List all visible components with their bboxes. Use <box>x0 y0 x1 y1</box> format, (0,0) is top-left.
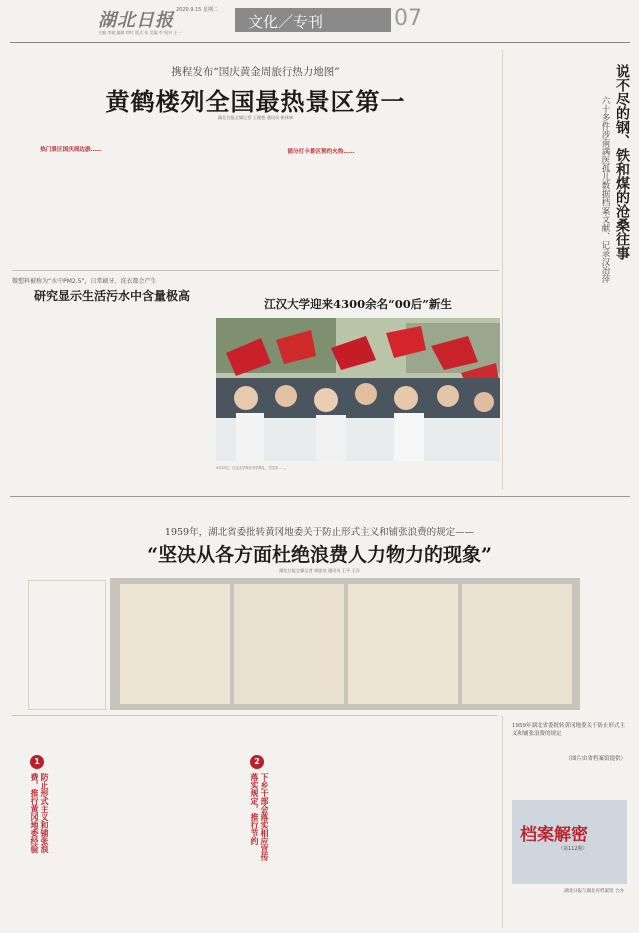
top-story-col2 <box>137 126 255 256</box>
section-mark-2 <box>250 755 272 865</box>
feature-col3 <box>278 728 378 928</box>
top-story-kicker: 携程发布“国庆黄金周旅行热力地图” <box>171 66 340 78</box>
right-column-text-a <box>506 56 588 486</box>
science-col2 <box>74 308 140 490</box>
masthead <box>0 0 639 40</box>
top-story <box>12 50 499 265</box>
photo-story <box>216 276 500 491</box>
feature-byline: 湖北日报全媒记者 周思亮 通讯员 王平 王洋 <box>279 568 360 573</box>
science-story <box>12 276 212 491</box>
feature-col4 <box>382 728 494 928</box>
document-page-2 <box>234 584 344 704</box>
editors-line: 主编 李斌 编辑 徐红 版式 张 美编 李 校对 王一 <box>98 30 182 35</box>
series-credit: 湖北日报与湖北省档案馆 合办 <box>564 889 624 894</box>
edition-date: 2020.9.15 星期二 <box>176 7 219 13</box>
document-caption: 1959年湖北省委批转黄冈地委关于防止形式主义和铺张浪费的规定 <box>512 723 625 737</box>
news-photo <box>216 318 500 461</box>
section-number-1: 1 <box>30 755 44 769</box>
feature-headline: “坚决从各方面杜绝浪费人力物力的现象” <box>147 544 492 566</box>
section-number-2: 2 <box>250 755 264 769</box>
top-story-subhead: 热门景区国庆周边游…… <box>40 147 102 153</box>
right-column <box>506 56 632 488</box>
top-story-subhead-2: 部分打卡景区预约火热…… <box>287 149 355 155</box>
section-title: 文化／专刊 <box>248 13 324 31</box>
science-headline: 研究显示生活污水中含量极高 <box>33 289 190 303</box>
series-badge-title: 档案解密 <box>520 825 588 845</box>
section-mark-1 <box>30 755 52 865</box>
right-headline-main: 说不尽的钢、铁和煤的沧桑往事 <box>614 64 630 260</box>
science-col3 <box>144 308 212 490</box>
document-page-3 <box>348 584 458 704</box>
science-kicker: 微塑料被称为“水中PM2.5”，日常刷牙、洗衣都会产生 <box>12 278 157 285</box>
feature-col2 <box>152 728 242 928</box>
crowd-with-flags-image <box>216 318 500 461</box>
top-story-byline: 湖北日报全媒记者 王理想 通讯员 崔林林 <box>217 115 294 120</box>
photo-caption <box>216 466 500 490</box>
top-story-headline: 黄鹤楼列全国最热景区第一 <box>105 87 406 116</box>
page-number: 07 <box>394 6 422 31</box>
series-badge-number: （第112期） <box>558 846 588 852</box>
feature-col1 <box>58 728 148 928</box>
logo: 湖北日报 <box>98 10 174 31</box>
document-page-4 <box>462 584 572 704</box>
document-page-1 <box>120 584 230 704</box>
section-title-1: 防止形式主义和铺张浪费，推行黄冈地委经验 <box>30 773 50 853</box>
science-col1 <box>12 308 70 490</box>
photo-headline: 江汉大学迎来4300余名“00后”新生 <box>264 297 452 311</box>
feature-kicker: 1959年，湖北省委批转黄冈地委关于防止形式主义和铺张浪费的规定—— <box>164 527 475 538</box>
series-badge <box>512 800 627 884</box>
top-story-col1 <box>12 126 130 256</box>
document-caption-block <box>508 718 630 778</box>
photo-caption-lead: 9月15日，江汉大学举办开学典礼，学生们……。 <box>216 466 289 470</box>
top-story-col3 <box>262 126 380 256</box>
feature-intro <box>28 580 106 710</box>
document-scans <box>110 578 580 710</box>
section-title-2: 下乡干部会落实相应宣传落实规定，推行节约 <box>250 773 270 861</box>
top-story-col4 <box>387 126 499 256</box>
right-headline-sub: 六十多件涉南满医孤儿数据档案文献、记录汉冶萍 <box>600 96 610 283</box>
document-credit: （图片由省档案馆提供） <box>565 756 626 762</box>
